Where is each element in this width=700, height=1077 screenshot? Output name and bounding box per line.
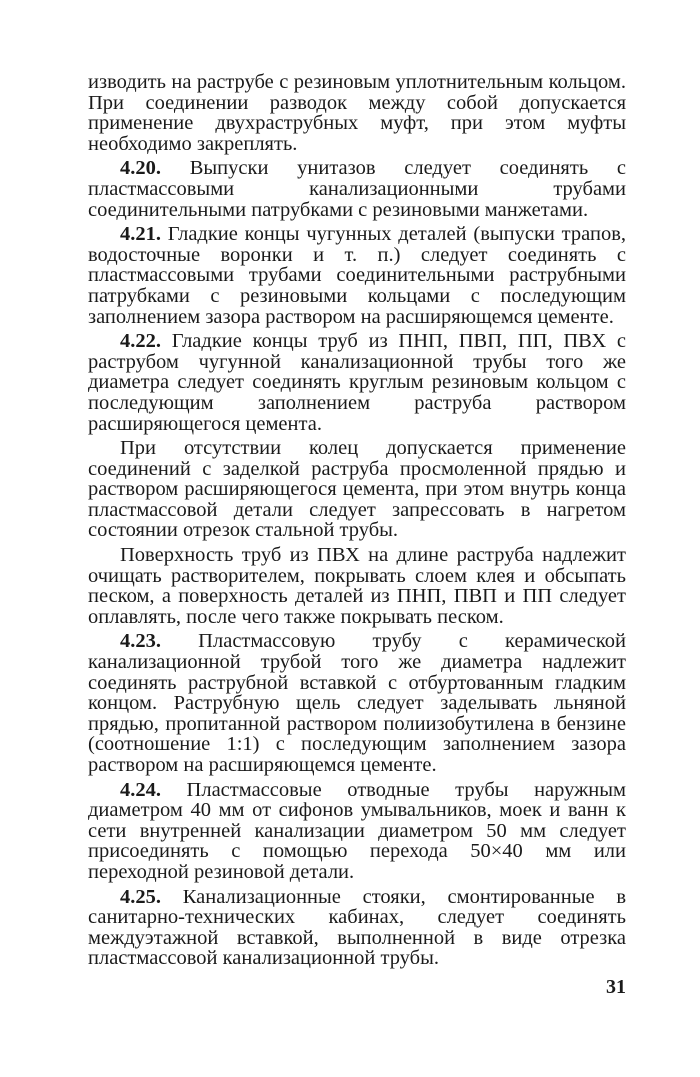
clause-number: 4.23. (120, 630, 161, 653)
paragraph-text: Пластмассовые отводные трубы наружным диаметром 40 мм от сифонов умывальников, моек и ванн к сети внутренней канализации диаметром 50 мм следует присоединять с помощью перехода 50×40 мм или переходной резиновой детали. (88, 778, 626, 883)
paragraph-4-20 (88, 158, 626, 220)
body-text (88, 72, 626, 973)
clause-number: 4.22. (120, 330, 161, 353)
paragraph-text: При отсутствии колец допускается применение соединений с заделкой раструба просмоленной прядью и раствором расширяющегося цемента, при этом внутрь конца пластмассовой детали следует запрессовать в нагретом состоянии отрезок стальной трубы. (88, 437, 626, 542)
paragraph-4-24 (88, 780, 626, 883)
paragraph-text: Выпуски унитазов следует соединять с пластмассовыми канализационными трубами соединительными патрубками с резиновыми манжетами. (88, 157, 626, 221)
paragraph-4-22-cont-1 (88, 438, 626, 541)
paragraph-text: Канализационные стояки, смонтированные в санитарно-технических кабинах, следует соединять междуэтажной вставкой, выполненной в виде отрезка пластмассовой канализационной трубы. (88, 885, 626, 970)
clause-number: 4.25. (120, 885, 161, 908)
paragraph-text: Пластмассовую трубу с керамической канализационной трубой того же диаметра надлежит соединять раструбной вставкой с отбуртованным гладким концом. Раструбную щель следует заделывать льняной прядью, пропитанной раствором полиизобутилена в бензине (соотношение 1:1) с последующим заполнением зазора раствором на расширяющемся цементе. (88, 630, 626, 776)
paragraph-text: Поверхность труб из ПВХ на длине раструба надлежит очищать растворителем, покрывать слоем клея и обсыпать песком, а поверхность деталей из ПНП, ПВП и ПП следует оплавлять, после чего также покрывать песком. (88, 544, 626, 628)
paragraph-text: Гладкие концы чугунных деталей (выпуски трапов, водосточные воронки и т. п.) следует соединять с пластмассовыми трубами соединительными раструбными патрубками с резиновыми кольцами с последующим заполнением зазора раствором на расширяющемся цементе. (88, 223, 626, 328)
clause-number: 4.21. (120, 223, 161, 246)
page-number: 31 (606, 976, 626, 998)
paragraph-4-21 (88, 224, 626, 327)
paragraph-continuation (88, 72, 626, 154)
clause-number: 4.20. (120, 157, 161, 180)
paragraph-text: Гладкие концы труб из ПНП, ПВП, ПП, ПВХ с раструбом чугунной канализационной трубы того же диаметра следует соединять круглым резиновым кольцом с последующим заполнением раструба раствором расширяющегося цемента. (88, 330, 626, 435)
paragraph-text: изводить на раструбе с резиновым уплотнительным кольцом. При соединении разводок между собой допускается применение двухраструбных муфт, при этом муфты необходимо закреплять. (88, 71, 626, 155)
paragraph-4-22-cont-2 (88, 545, 626, 627)
paragraph-4-22 (88, 331, 626, 434)
clause-number: 4.24. (120, 778, 161, 801)
paragraph-4-25 (88, 887, 626, 969)
paragraph-4-23 (88, 631, 626, 775)
